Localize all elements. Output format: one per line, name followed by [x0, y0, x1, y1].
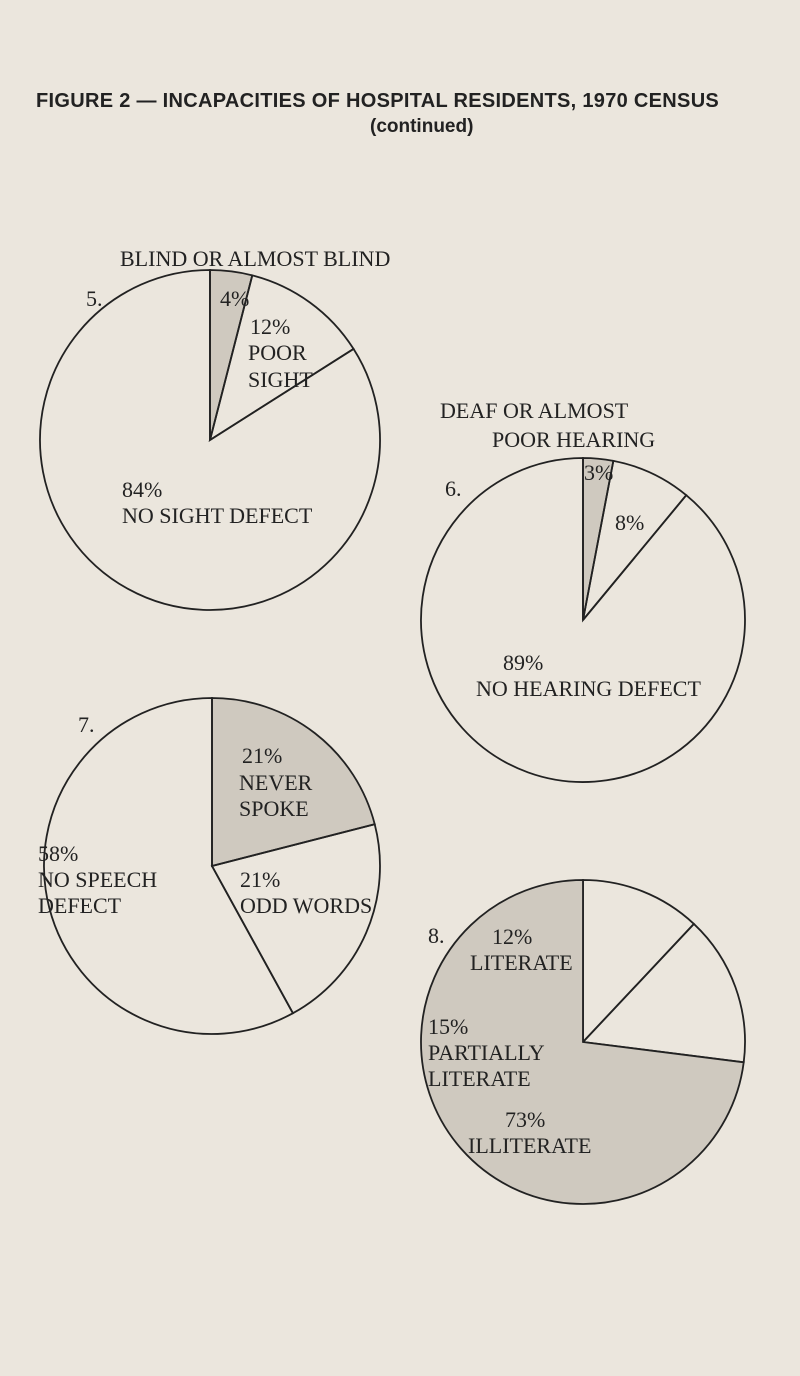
slice-label: SPOKE: [239, 796, 309, 821]
slice-label: SIGHT: [248, 367, 313, 392]
slice-percent: 15%: [428, 1014, 469, 1039]
chart-number: 7.: [78, 712, 95, 737]
slice-percent: 58%: [38, 841, 79, 866]
slice-label: LITERATE: [470, 950, 573, 975]
figure-subtitle: (continued): [370, 116, 474, 137]
slice-label: LITERATE: [428, 1066, 531, 1091]
chart-number: 8.: [428, 923, 445, 948]
slice-percent: 73%: [505, 1107, 546, 1132]
chart-number: 6.: [445, 476, 462, 501]
slice-label: NO HEARING DEFECT: [476, 676, 701, 701]
slice-label: NO SPEECH: [38, 867, 158, 892]
slice-label: ILLITERATE: [468, 1133, 592, 1158]
pie-chart-5: [40, 270, 380, 610]
slice-label: ODD WORDS: [240, 893, 373, 918]
pie-slice: [40, 270, 380, 610]
chart-title: BLIND OR ALMOST BLIND: [120, 246, 391, 271]
slice-label: PARTIALLY: [428, 1040, 545, 1065]
slice-percent: 84%: [122, 477, 163, 502]
slice-percent: 21%: [242, 743, 283, 768]
slice-percent: 4%: [220, 286, 250, 311]
slice-label: NEVER: [239, 770, 313, 795]
pie-slice: [583, 924, 745, 1062]
pie-slice: [421, 458, 745, 782]
slice-percent: 8%: [615, 510, 645, 535]
slice-percent: 89%: [503, 650, 544, 675]
pie-chart-6: [421, 458, 745, 782]
slice-percent: 21%: [240, 867, 281, 892]
slice-percent: 3%: [584, 460, 614, 485]
chart-title: DEAF OR ALMOST: [440, 398, 629, 423]
slice-label: DEFECT: [38, 893, 122, 918]
slice-percent: 12%: [492, 924, 533, 949]
slice-label: POOR: [248, 340, 307, 365]
chart-title-2: POOR HEARING: [492, 427, 656, 452]
chart-number: 5.: [86, 286, 103, 311]
slice-label: NO SIGHT DEFECT: [122, 503, 313, 528]
pie-chart-7: [44, 698, 380, 1034]
pie-slice: [583, 880, 694, 1042]
slice-percent: 12%: [250, 314, 291, 339]
figure-title: FIGURE 2 — INCAPACITIES OF HOSPITAL RESIDENTS, 1970 CENSUS: [36, 90, 720, 112]
